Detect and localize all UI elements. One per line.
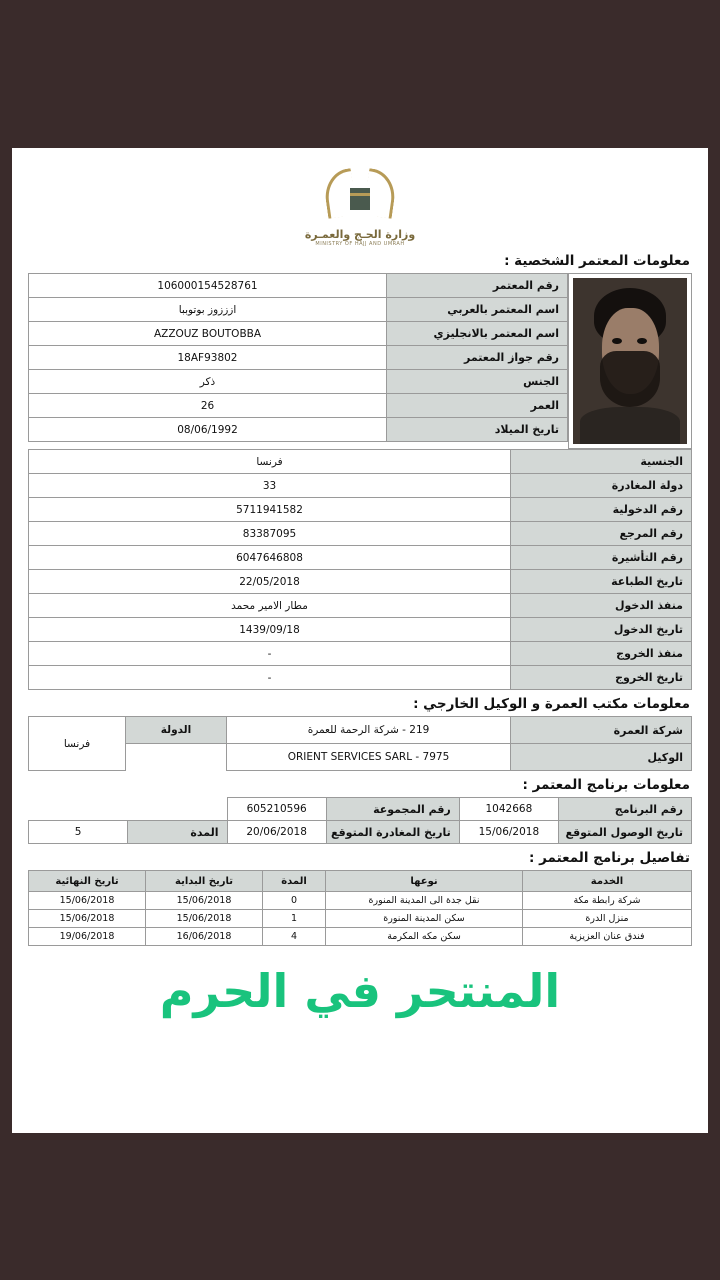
section-title-details: تفاصيل برنامج المعتمر : [529,850,690,866]
col-start-date: تاريخ البداية [146,871,263,892]
table-row [29,717,692,744]
section-title-office: معلومات مكتب العمرة و الوكيل الخارجي : [413,696,690,712]
ministry-name-ar: وزارة الحـج والعمـرة [304,228,416,241]
cell-type: نقل جدة الى المدينة المنورة [326,892,523,910]
field-label: منفذ الخروج [511,642,692,666]
program-no-value: 1042668 [459,798,558,821]
table-row [29,370,568,394]
duration-value: 5 [29,821,128,844]
cell-start-date: 15/06/2018 [146,910,263,928]
table-row [29,618,692,642]
table-row [29,546,692,570]
table-row [29,298,568,322]
cell-end-date: 15/06/2018 [29,892,146,910]
duration-label: المدة [128,821,227,844]
col-type: نوعها [326,871,523,892]
field-label: رقم الدخولية [511,498,692,522]
field-value: 22/05/2018 [29,570,511,594]
document-page [12,148,708,1133]
personal-fields [28,273,568,442]
field-value: 26 [29,394,387,418]
table-row [29,821,692,844]
table-row [29,346,568,370]
field-label: منفذ الدخول [511,594,692,618]
field-value: 83387095 [29,522,511,546]
cell-duration: 0 [263,892,326,910]
field-label: تاريخ الطباعة [511,570,692,594]
table-row [29,570,692,594]
cell-start-date: 15/06/2018 [146,892,263,910]
table-row [29,522,692,546]
field-value: 18AF93802 [29,346,387,370]
country-value: فرنسا [29,717,126,771]
ministry-name-en: MINISTRY OF HAJJ AND UMRAH [315,241,405,247]
field-label: العمر [387,394,568,418]
group-no-value: 605210596 [227,798,326,821]
departure-value: 20/06/2018 [227,821,326,844]
personal-table-wide [28,449,692,690]
field-value: 106000154528761 [29,274,387,298]
hajj-kaaba-icon [321,166,399,222]
arrival-label: تاريخ الوصول المتوقع [559,821,692,844]
field-label: رقم التأشيرة [511,546,692,570]
field-label: دولة المغادرة [511,474,692,498]
program-table [28,797,692,844]
field-value: 1439/09/18 [29,618,511,642]
table-row [29,910,692,928]
table-row [29,928,692,946]
table-header-row [29,871,692,892]
pilgrim-photo-cell [568,273,692,449]
field-value: 5711941582 [29,498,511,522]
table-row [29,394,568,418]
avatar [573,278,687,444]
field-value: 6047646808 [29,546,511,570]
table-row [29,418,568,442]
table-row [29,798,692,821]
table-row [29,274,568,298]
office-table [28,716,692,771]
field-label: تاريخ الخروج [511,666,692,690]
table-row [29,450,692,474]
field-value: - [29,666,511,690]
field-label: الجنسية [511,450,692,474]
table-row [29,498,692,522]
table-row [29,322,568,346]
cell-service: شركة رابطة مكة [523,892,692,910]
col-end-date: تاريخ النهائية [29,871,146,892]
arrival-value: 15/06/2018 [459,821,558,844]
field-label: رقم جواز المعتمر [387,346,568,370]
umrah-company-value: 219 - شركة الرحمة للعمرة [227,717,511,744]
section-title-program: معلومات برنامج المعتمر : [522,777,690,793]
program-no-label: رقم البرنامج [559,798,692,821]
umrah-company-label: شركة العمرة [511,717,692,744]
field-value: ازززوز بوتوببا [29,298,387,322]
table-row [29,892,692,910]
field-label: تاريخ الميلاد [387,418,568,442]
personal-table [28,273,568,442]
field-label: تاريخ الدخول [511,618,692,642]
field-value: فرنسا [29,450,511,474]
cell-service: فندق عنان العزيزية [523,928,692,946]
cell-end-date: 15/06/2018 [29,910,146,928]
overlay-caption: المنتحر في الحرم [159,964,561,1018]
cell-end-date: 19/06/2018 [29,928,146,946]
table-row [29,594,692,618]
cell-duration: 1 [263,910,326,928]
field-value: - [29,642,511,666]
field-value: ذكر [29,370,387,394]
agent-label: الوكيل [511,744,692,771]
field-label: اسم المعتمر بالعربي [387,298,568,322]
agent-value: 7975 - ORIENT SERVICES SARL [227,744,511,771]
cell-type: سكن المدينة المنورة [326,910,523,928]
section-title-personal: معلومات المعتمر الشخصية : [504,253,690,269]
field-label: الجنس [387,370,568,394]
table-row [29,744,692,771]
table-row [29,642,692,666]
ministry-logo [28,166,692,247]
details-table [28,870,692,946]
cell-start-date: 16/06/2018 [146,928,263,946]
country-label: الدولة [126,717,227,744]
field-label: رقم المعتمر [387,274,568,298]
col-service: الخدمة [523,871,692,892]
cell-duration: 4 [263,928,326,946]
field-value: مطار الامير محمد [29,594,511,618]
cell-service: منزل الدرة [523,910,692,928]
field-label: اسم المعتمر بالانجليزي [387,322,568,346]
field-value: 08/06/1992 [29,418,387,442]
field-value: AZZOUZ BOUTOBBA [29,322,387,346]
personal-info-block [28,273,692,449]
departure-label: تاريخ المغادرة المتوقع [326,821,459,844]
field-label: رقم المرجع [511,522,692,546]
table-row [29,666,692,690]
group-no-label: رقم المجموعة [326,798,459,821]
table-row [29,474,692,498]
col-duration: المدة [263,871,326,892]
field-value: 33 [29,474,511,498]
cell-type: سكن مكه المكرمة [326,928,523,946]
